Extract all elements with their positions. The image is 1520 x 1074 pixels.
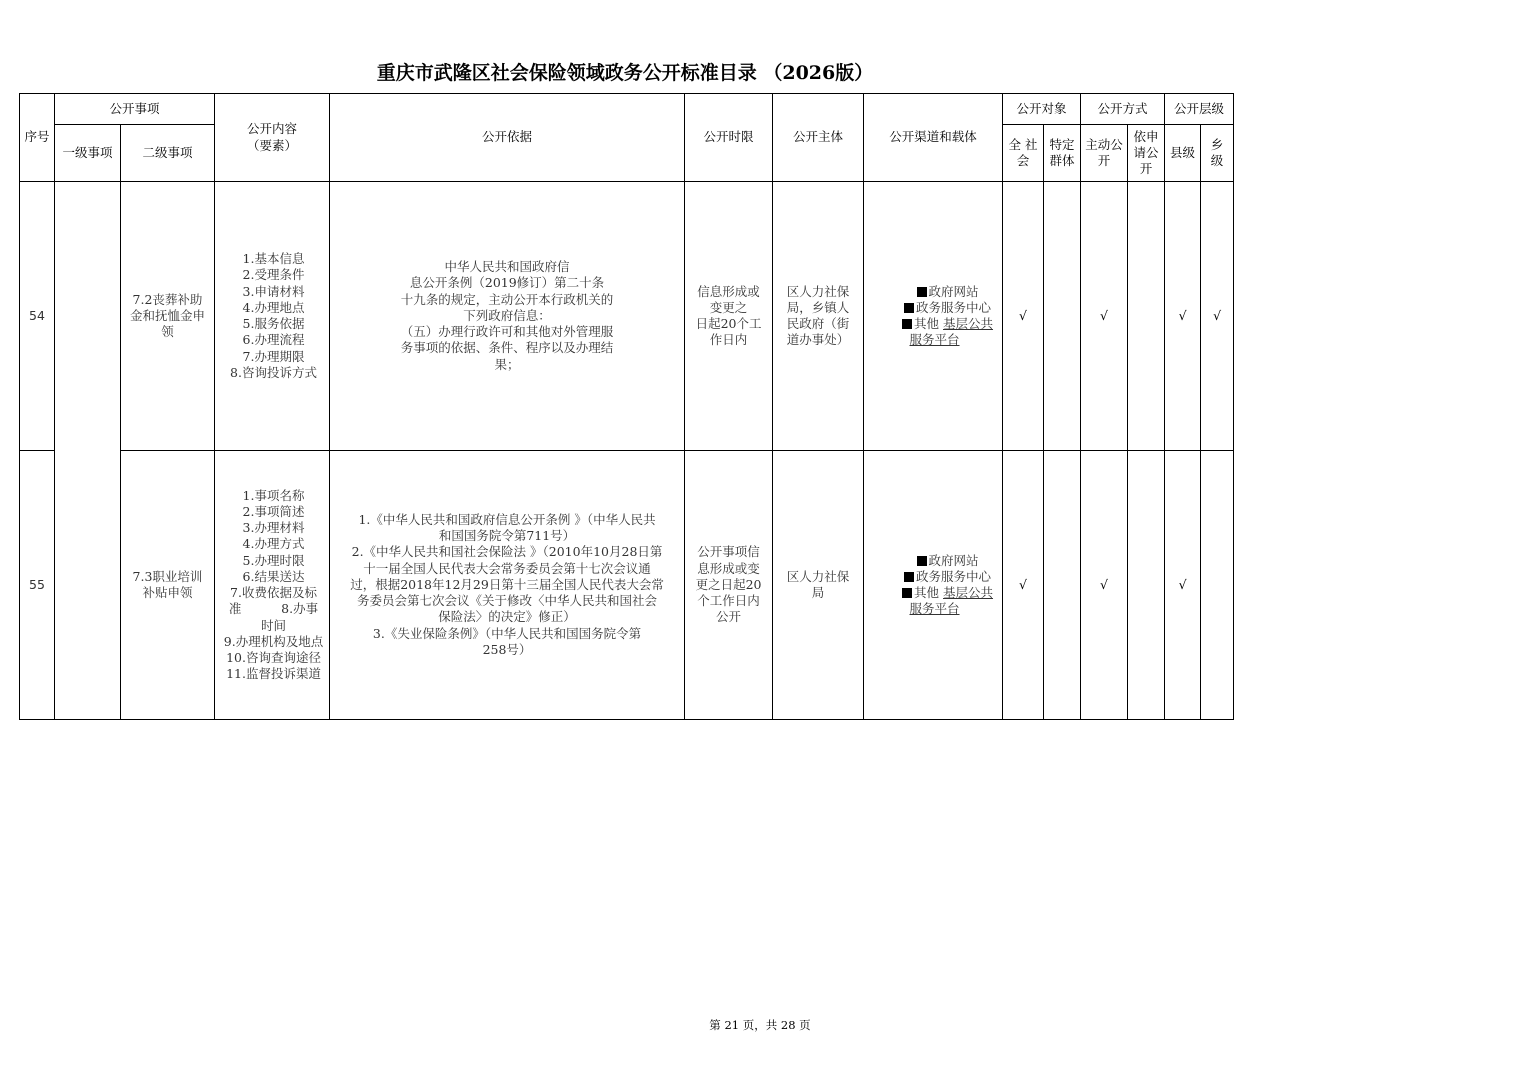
content-line: 4.办理地点 xyxy=(242,299,305,315)
header-level1: 一级事项 xyxy=(55,125,121,182)
content-line: 准 8.办事 xyxy=(228,601,319,617)
level-town-mark: √ xyxy=(1201,182,1234,451)
page-title: 重庆市武隆区社会保险领域政务公开标准目录 （2026版） xyxy=(376,62,874,84)
channel-label: 其他 xyxy=(914,585,940,600)
content-line: 7.收费依据及标 xyxy=(230,585,317,600)
content-line: 时间 xyxy=(261,617,287,633)
channel-item xyxy=(867,284,1002,300)
header-mode-request-label: 依申请公开 xyxy=(1133,128,1159,177)
basis-line: 和国国务院令第711号） xyxy=(438,528,576,544)
subject-line: 区人力社保 xyxy=(786,283,850,299)
time-limit-line: 息形成或变 xyxy=(697,560,760,576)
time-limit-line: 信息形成或 xyxy=(697,283,760,299)
basis-line: 258号） xyxy=(482,641,532,657)
basis-line: 十一届全国人民代表大会常务委员会第十七次会议通 xyxy=(363,560,651,576)
level-county-mark: √ xyxy=(1165,182,1201,451)
content-line: 5.服务依据 xyxy=(242,316,305,331)
level-county-mark: √ xyxy=(1165,451,1201,720)
content-line: 2.受理条件 xyxy=(242,267,305,283)
checkbox-filled-icon xyxy=(917,287,927,297)
header-mode-group: 公开方式 xyxy=(1081,94,1165,125)
page-number: 第 21 页，共 28 页 xyxy=(709,1018,811,1032)
row-time-limit xyxy=(685,182,773,451)
header-time-limit: 公开时限 xyxy=(685,94,773,182)
content-line: 6.结果送达 xyxy=(242,568,305,584)
header-content xyxy=(215,94,330,182)
time-limit-line: 更之日起20 xyxy=(695,576,762,592)
row-level1 xyxy=(55,182,121,720)
header-level-group: 公开层级 xyxy=(1165,94,1234,125)
row-level2 xyxy=(121,182,215,451)
header-seq: 序号 xyxy=(20,94,55,182)
checkbox-filled-icon xyxy=(904,303,914,313)
channel-item xyxy=(867,553,1002,569)
header-target-group: 公开对象 xyxy=(1003,94,1081,125)
channel-item xyxy=(867,569,1002,585)
target-specific-mark xyxy=(1044,182,1081,451)
header-mode-request xyxy=(1128,125,1165,182)
basis-line: 保险法〉的决定》修正） xyxy=(438,609,576,625)
content-line: 3.申请材料 xyxy=(242,283,305,299)
mode-active-mark: √ xyxy=(1081,182,1128,451)
header-item-group: 公开事项 xyxy=(55,94,215,125)
channel-label: 政府网站 xyxy=(928,552,979,568)
row-basis xyxy=(330,451,685,720)
channel-item xyxy=(867,300,1002,316)
row-seq: 55 xyxy=(20,451,55,720)
row-subject xyxy=(773,451,864,720)
basis-line: 过，根据2018年12月29日第十三届全国人民代表大会常 xyxy=(350,576,664,592)
channel-label: 政府网站 xyxy=(928,283,979,299)
basis-line: 果； xyxy=(494,356,520,372)
content-line: 8.咨询投诉方式 xyxy=(230,364,317,380)
row-content xyxy=(215,182,330,451)
row-channel xyxy=(864,182,1003,451)
checkbox-filled-icon xyxy=(904,572,914,582)
basis-line: 2.《中华人民共和国社会保险法 》（2010年10月28日第 xyxy=(351,544,663,560)
basis-line: 务委员会第七次会议《关于修改〈中华人民共和国社会 xyxy=(357,593,658,609)
time-limit-line: 公开事项信 xyxy=(697,544,760,560)
channel-item xyxy=(867,316,1002,332)
basis-line: 十九条的规定，主动公开本行政机关的 xyxy=(400,291,614,307)
row-subject xyxy=(773,182,864,451)
basis-line: 1.《中华人民共和国政府信息公开条例 》（中华人民共 xyxy=(358,511,656,527)
mode-request-mark xyxy=(1128,451,1165,720)
content-line: 9.办理机构及地点 xyxy=(223,633,324,649)
header-target-all xyxy=(1003,125,1044,182)
time-limit-line: 日起20个工 xyxy=(695,316,762,331)
content-line: 3.办理材料 xyxy=(242,520,305,535)
basis-line: 息公开条例（2019修订）第二十条 xyxy=(409,275,605,291)
content-line: 5.办理时限 xyxy=(242,552,305,568)
content-line: 7.办理期限 xyxy=(242,348,305,364)
channel-item xyxy=(867,585,1002,601)
basis-line: 下列政府信息： xyxy=(463,307,551,323)
basis-line: 务事项的依据、条件、程序以及办理结 xyxy=(400,340,614,356)
header-level-town-label: 乡级 xyxy=(1210,136,1224,168)
channel-label: 政务服务中心 xyxy=(916,299,992,315)
row-seq: 54 xyxy=(20,182,55,451)
row-level2-label: 7.2丧葬补助金和抚恤金申领 xyxy=(129,291,205,340)
row-content xyxy=(215,451,330,720)
header-level-county: 县级 xyxy=(1165,125,1201,182)
channel-label: 政务服务中心 xyxy=(916,568,992,584)
time-limit-line: 公开 xyxy=(716,609,742,625)
header-subject: 公开主体 xyxy=(773,94,864,182)
checkbox-filled-icon xyxy=(917,556,927,566)
target-all-mark: √ xyxy=(1003,451,1044,720)
row-level2-label: 7.3职业培训补贴申领 xyxy=(132,568,203,600)
header-channel: 公开渠道和载体 xyxy=(864,94,1003,182)
channel-platform: 服务平台 xyxy=(909,332,960,348)
target-all-mark: √ xyxy=(1003,182,1044,451)
header-basis: 公开依据 xyxy=(330,94,685,182)
row-channel xyxy=(864,451,1003,720)
table-row xyxy=(20,451,1234,720)
time-limit-line: 作日内 xyxy=(709,332,748,348)
content-line: 10.咨询查询途径 xyxy=(226,650,321,665)
channel-item xyxy=(867,601,1002,617)
subject-line: 道办事处） xyxy=(786,332,850,348)
content-line: 4.办理方式 xyxy=(242,536,305,552)
time-limit-line: 个工作日内 xyxy=(697,593,760,609)
header-mode-active xyxy=(1081,125,1128,182)
content-line: 2.事项简述 xyxy=(242,503,305,519)
header-target-all-label: 全 社会 xyxy=(1008,136,1038,168)
channel-item xyxy=(867,332,1002,348)
header-content-label: 公开内容（要素） xyxy=(247,121,298,153)
mode-request-mark xyxy=(1128,182,1165,451)
basis-line: 中华人民共和国政府信 xyxy=(444,259,570,275)
subject-line: 局，乡镇人 xyxy=(786,299,850,315)
catalog-table xyxy=(19,93,1234,720)
header-level2: 二级事项 xyxy=(121,125,215,182)
row-time-limit xyxy=(685,451,773,720)
header-target-specific xyxy=(1044,125,1081,182)
channel-platform: 基层公共 xyxy=(943,316,994,331)
content-line: 1.事项名称 xyxy=(242,487,305,503)
header-mode-active-label: 主动公开 xyxy=(1085,136,1123,168)
channel-label: 其他 xyxy=(914,316,940,331)
subject-line: 局 xyxy=(811,585,825,600)
content-line: 6.办理流程 xyxy=(242,332,305,348)
basis-line: 3.《失业保险条例》（中华人民共和国国务院令第 xyxy=(372,625,642,641)
mode-active-mark: √ xyxy=(1081,451,1128,720)
basis-line: （五）办理行政许可和其他对外管理服 xyxy=(400,324,614,340)
subject-line: 民政府（街 xyxy=(786,316,850,331)
channel-platform: 服务平台 xyxy=(909,601,960,617)
row-basis xyxy=(330,182,685,451)
checkbox-filled-icon xyxy=(902,319,912,329)
table-row xyxy=(20,182,1234,451)
subject-line: 区人力社保 xyxy=(786,568,850,584)
content-line: 1.基本信息 xyxy=(242,251,305,266)
checkbox-filled-icon xyxy=(902,588,912,598)
time-limit-line: 变更之 xyxy=(709,299,748,315)
header-target-specific-label: 特定群体 xyxy=(1049,136,1075,168)
target-specific-mark xyxy=(1044,451,1081,720)
content-line: 11.监督投诉渠道 xyxy=(226,666,321,682)
header-level-town xyxy=(1201,125,1234,182)
header-row-1 xyxy=(20,94,1234,125)
channel-platform: 基层公共 xyxy=(943,585,994,600)
row-level2 xyxy=(121,451,215,720)
level-town-mark xyxy=(1201,451,1234,720)
